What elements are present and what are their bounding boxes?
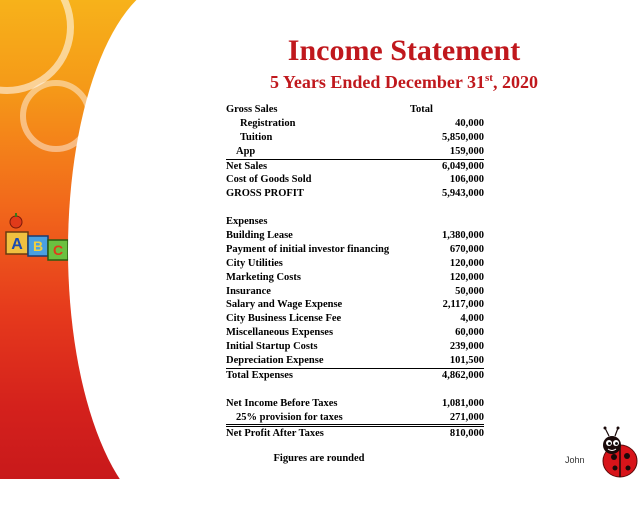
ladybug-icon xyxy=(590,425,638,479)
row-label: Initial Startup Costs xyxy=(226,341,318,353)
table-row xyxy=(226,257,484,271)
gross-sales-label: Gross Sales xyxy=(226,104,278,115)
row-label: Total Expenses xyxy=(226,369,294,381)
row-label: Net Profit After Taxes xyxy=(226,428,324,440)
row-value: 120,000 xyxy=(449,271,484,283)
row-value: 120,000 xyxy=(449,257,484,269)
row-value: 271,000 xyxy=(449,411,484,423)
page-title: Income Statement xyxy=(287,34,521,67)
row-label: Tuition xyxy=(240,131,273,143)
row-value: 2,117,000 xyxy=(442,299,484,311)
page-subtitle xyxy=(170,72,638,93)
row-label: Net Income Before Taxes xyxy=(226,397,338,409)
row-value: 4,862,000 xyxy=(442,369,484,381)
gross-profit-row xyxy=(226,187,484,201)
row-label: Depreciation Expense xyxy=(226,355,324,367)
row-label: Salary and Wage Expense xyxy=(226,299,343,311)
subtitle-superscript: st xyxy=(485,72,493,84)
row-label: App xyxy=(236,145,256,157)
row-label: Net Sales xyxy=(226,160,268,172)
table-row xyxy=(226,326,484,340)
row-value: 1,081,000 xyxy=(442,397,484,409)
net-profit-after-taxes-row xyxy=(226,427,484,441)
row-value: 5,943,000 xyxy=(442,188,484,200)
row-value: 40,000 xyxy=(455,117,484,129)
total-column-header: Total xyxy=(410,104,433,115)
svg-text:B: B xyxy=(32,238,44,254)
row-label: City Utilities xyxy=(226,257,283,269)
table-row xyxy=(226,340,484,354)
table-row xyxy=(226,145,484,160)
table-row xyxy=(226,285,484,299)
net-income-before-taxes-row xyxy=(226,397,484,411)
row-label: Payment of initial investor financing xyxy=(226,243,390,255)
row-label: Registration xyxy=(240,117,296,129)
table-row xyxy=(226,131,484,145)
row-value: 6,049,000 xyxy=(442,160,484,172)
net-sales-row xyxy=(226,160,484,174)
author-name: John xyxy=(565,455,585,465)
row-label: 25% provision for taxes xyxy=(236,411,343,423)
row-label: Building Lease xyxy=(226,230,293,242)
row-label: GROSS PROFIT xyxy=(226,188,304,200)
table-row xyxy=(226,117,484,131)
income-statement-table xyxy=(226,103,484,441)
table-row xyxy=(226,312,484,326)
row-value: 810,000 xyxy=(449,428,484,440)
tax-provision-row xyxy=(226,411,484,428)
subtitle-tail: , 2020 xyxy=(492,72,538,92)
row-value: 106,000 xyxy=(449,174,484,186)
table-row xyxy=(226,229,484,243)
row-value: 1,380,000 xyxy=(442,230,484,242)
row-label: Insurance xyxy=(226,285,271,297)
row-label: City Business License Fee xyxy=(226,313,342,325)
abc-blocks-icon xyxy=(2,210,72,280)
row-value: 239,000 xyxy=(449,341,484,353)
expenses-header-row xyxy=(226,215,484,229)
row-value: 101,500 xyxy=(449,355,484,367)
table-header-row xyxy=(226,103,484,117)
row-spacer xyxy=(226,383,484,397)
row-value: 4,000 xyxy=(460,313,484,325)
row-value: 159,000 xyxy=(449,145,484,157)
table-row xyxy=(226,354,484,369)
row-value: 670,000 xyxy=(449,243,484,255)
row-label: Cost of Goods Sold xyxy=(226,174,312,186)
table-row xyxy=(226,271,484,285)
row-label: Marketing Costs xyxy=(226,271,301,283)
subtitle-main: 5 Years Ended December 31 xyxy=(270,72,486,92)
expenses-header: Expenses xyxy=(226,216,268,228)
row-value: 50,000 xyxy=(455,285,484,297)
cogs-row xyxy=(226,173,484,187)
footnote: Figures are rounded xyxy=(273,453,365,464)
row-spacer xyxy=(226,201,484,215)
row-value: 5,850,000 xyxy=(442,131,484,143)
svg-text:A: A xyxy=(11,236,23,253)
svg-text:C: C xyxy=(52,242,64,258)
table-row xyxy=(226,298,484,312)
row-label: Miscellaneous Expenses xyxy=(226,327,334,339)
total-expenses-row xyxy=(226,369,484,383)
table-row xyxy=(226,243,484,257)
row-value: 60,000 xyxy=(455,327,484,339)
